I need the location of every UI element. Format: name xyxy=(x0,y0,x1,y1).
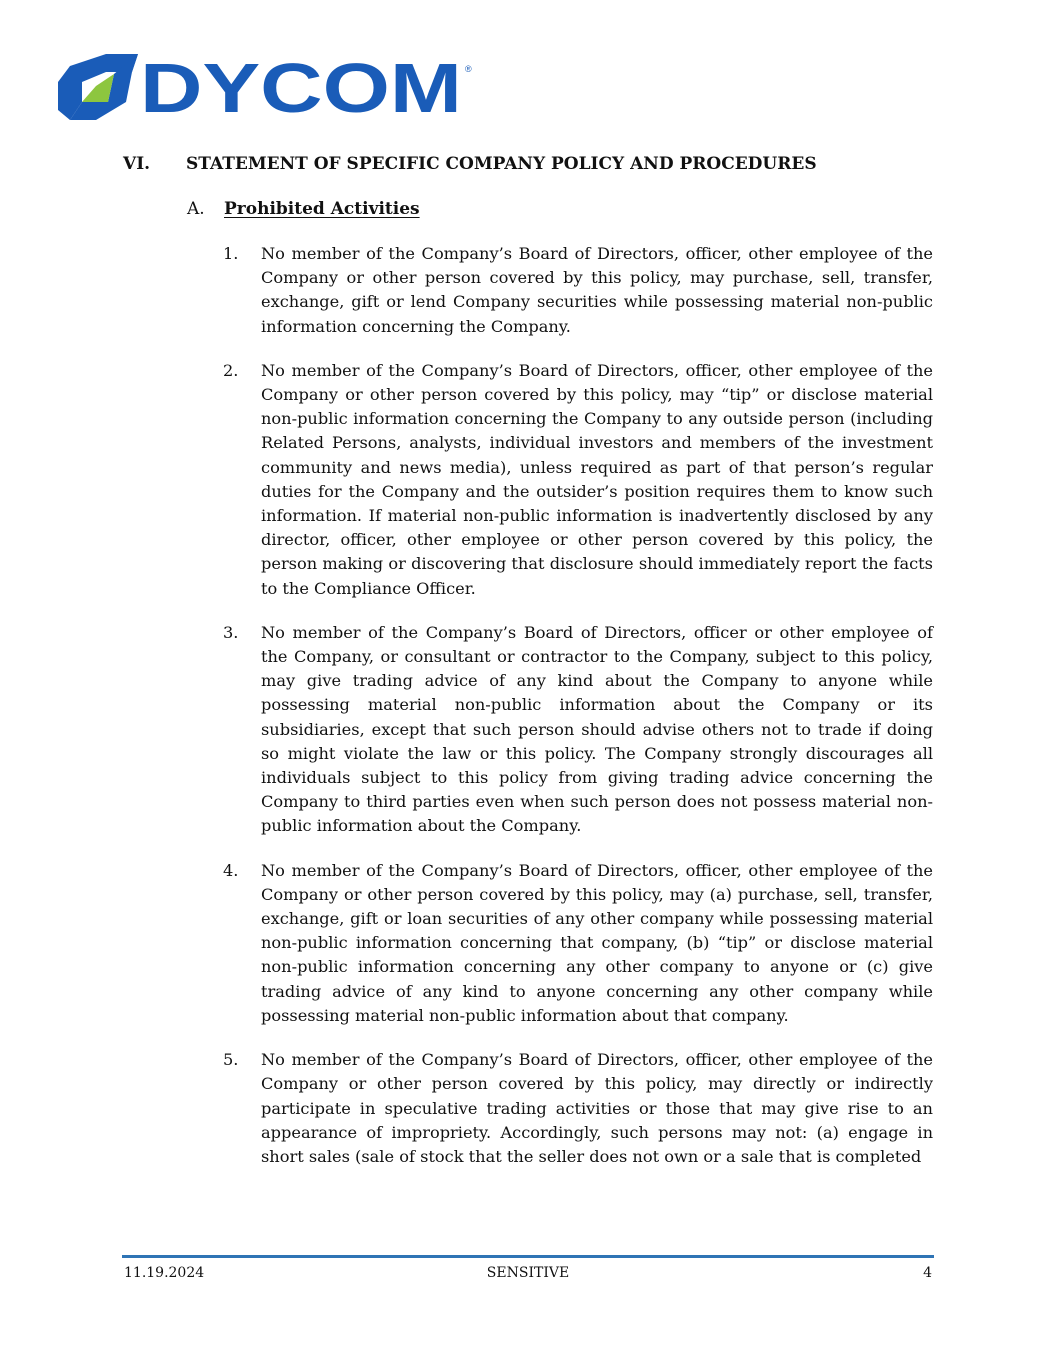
logo-wordmark: DYCOM xyxy=(140,52,462,124)
section-title: STATEMENT OF SPECIFIC COMPANY POLICY AND PROCEDURES xyxy=(186,154,817,174)
policy-item-number: 3. xyxy=(223,622,239,642)
section-number: VI. xyxy=(123,154,151,174)
page-footer xyxy=(124,1263,932,1283)
policy-item-number: 4. xyxy=(223,860,239,880)
subsection-title: Prohibited Activities xyxy=(224,199,420,219)
policy-item xyxy=(223,859,933,1028)
policy-item-text: No member of the Company’s Board of Directors, officer, other employee of the Company or other person covered by this policy, may “tip” or disclose material non-public information concerning the Company to any outside person (including Related Persons, analysts, individual investors and members of the investment community and news media), unless required as part of that person’s regular duties for the Company and the outsider’s position requires them to know such information. If material non-public information is inadvertently disclosed by any director, officer, other employee or other person covered by this policy, the person making or discovering that disclosure should immediately report the facts to the Compliance Officer. xyxy=(261,360,933,598)
policy-item xyxy=(223,1048,933,1169)
policy-item xyxy=(223,621,933,839)
footer-date: 11.19.2024 xyxy=(124,1265,205,1281)
policy-item-text: No member of the Company’s Board of Directors, officer or other employee of the Company, or consultant or contractor to the Company, subject to this policy, may give trading advice of any kind about the Company to anyone while possessing material non-public information about the Company or its subsidiaries, except that such person should advise others not to trade if doing so might violate the law or this policy. The Company strongly discourages all individuals subject to this policy from giving trading advice concerning the Company to third parties even when such person does not possess material non-public information about the Company. xyxy=(261,622,933,836)
footer-page-number: 4 xyxy=(923,1265,932,1281)
footer-divider xyxy=(122,1255,934,1258)
policy-item xyxy=(223,242,933,339)
policy-item-number: 1. xyxy=(223,244,239,263)
policy-item-number: 2. xyxy=(223,360,239,380)
footer-classification: SENSITIVE xyxy=(486,1265,570,1281)
policy-item-text: No member of the Company’s Board of Directors, officer, other employee of the Company or other person covered by this policy, may purchase, sell, transfer, exchange, gift or lend Company securities while possessing material non-public information concerning the Company. xyxy=(261,244,933,336)
policy-item-number: 5. xyxy=(223,1050,239,1070)
logo-emblem-icon xyxy=(58,54,138,120)
policy-item xyxy=(223,359,933,601)
logo-registered-mark: ® xyxy=(465,64,472,74)
company-logo xyxy=(56,52,476,124)
policy-item-text: No member of the Company’s Board of Directors, officer, other employee of the Company or other person covered by this policy, may (a) purchase, sell, transfer, exchange, gift or loan securities of any other company while possessing material non-public information concerning that company, (b) “tip” or disclose material non-public information concerning any other company to anyone or (c) give trading advice of any kind to anyone concerning any other company while possessing material non-public information about that company. xyxy=(261,860,933,1025)
policy-item-list xyxy=(223,242,933,1189)
subsection-letter: A. xyxy=(187,199,205,219)
policy-item-text: No member of the Company’s Board of Directors, officer, other employee of the Company or other person covered by this policy, may directly or indirectly participate in speculative trading activities or those that may give rise to an appearance of impropriety. Accordingly, such persons may not: (a) engage in short sales (sale of stock that the seller does not own or a sale that is completed xyxy=(261,1050,933,1166)
